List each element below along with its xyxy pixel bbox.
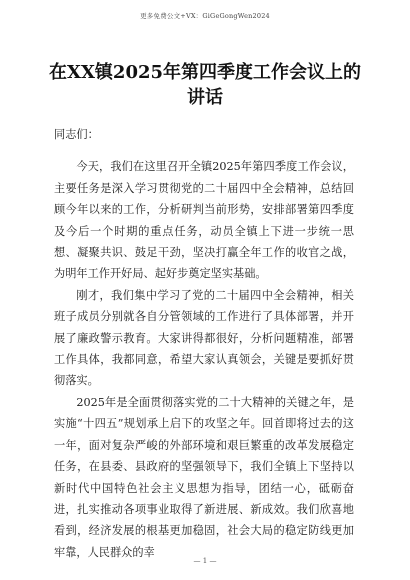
header-note: 更多免费公文+VX：GiGeGongWen2024 [140, 12, 270, 20]
paragraph: 刚才，我们集中学习了党的二十届四中全会精神，相关班子成员分别就各自分管领域的工作进行了具体部署，并开展了廉政警示教育。大家讲得都很好，分析问题精准，部署工作具体，我都同意，希望大家认真领会，关键是要抓好贯彻落实。 [54, 288, 354, 388]
page-number: — 1 — [193, 557, 217, 565]
document-body [54, 124, 354, 563]
document-title: 在XX镇2025年第四季度工作会议上的讲话 [48, 62, 362, 108]
salutation: 同志们： [54, 128, 99, 141]
paragraph: 今天，我们在这里召开全镇2025年第四季度工作会议，主要任务是深入学习贯彻党的二十届四中全会精神，总结回顾今年以来的工作，分析研判当前形势，安排部署第四季度及今后一个时期的重点任务，动员全镇上下进一步统一思想、凝聚共识、鼓足干劲，坚决打赢全年工作的收官之战，为明年工作开好局、起好步奠定坚实基础。 [54, 160, 354, 281]
paragraph: 2025年是全面贯彻落实党的二十大精神的关键之年，是实施“十四五”规划承上启下的攻坚之年。回首即将过去的这一年，面对复杂严峻的外部环境和艰巨繁重的改革发展稳定任务，在县委、县政府的坚强领导下，我们全镇上下坚持以新时代中国特色社会主义思想为指导，团结一心，砥砺奋进，扎实推动各项事业取得了新进展、新成效。我们欣喜地看到，经济发展的根基更加稳固，社会大局的稳定防线更加牢靠，人民群众的幸 [54, 395, 354, 559]
